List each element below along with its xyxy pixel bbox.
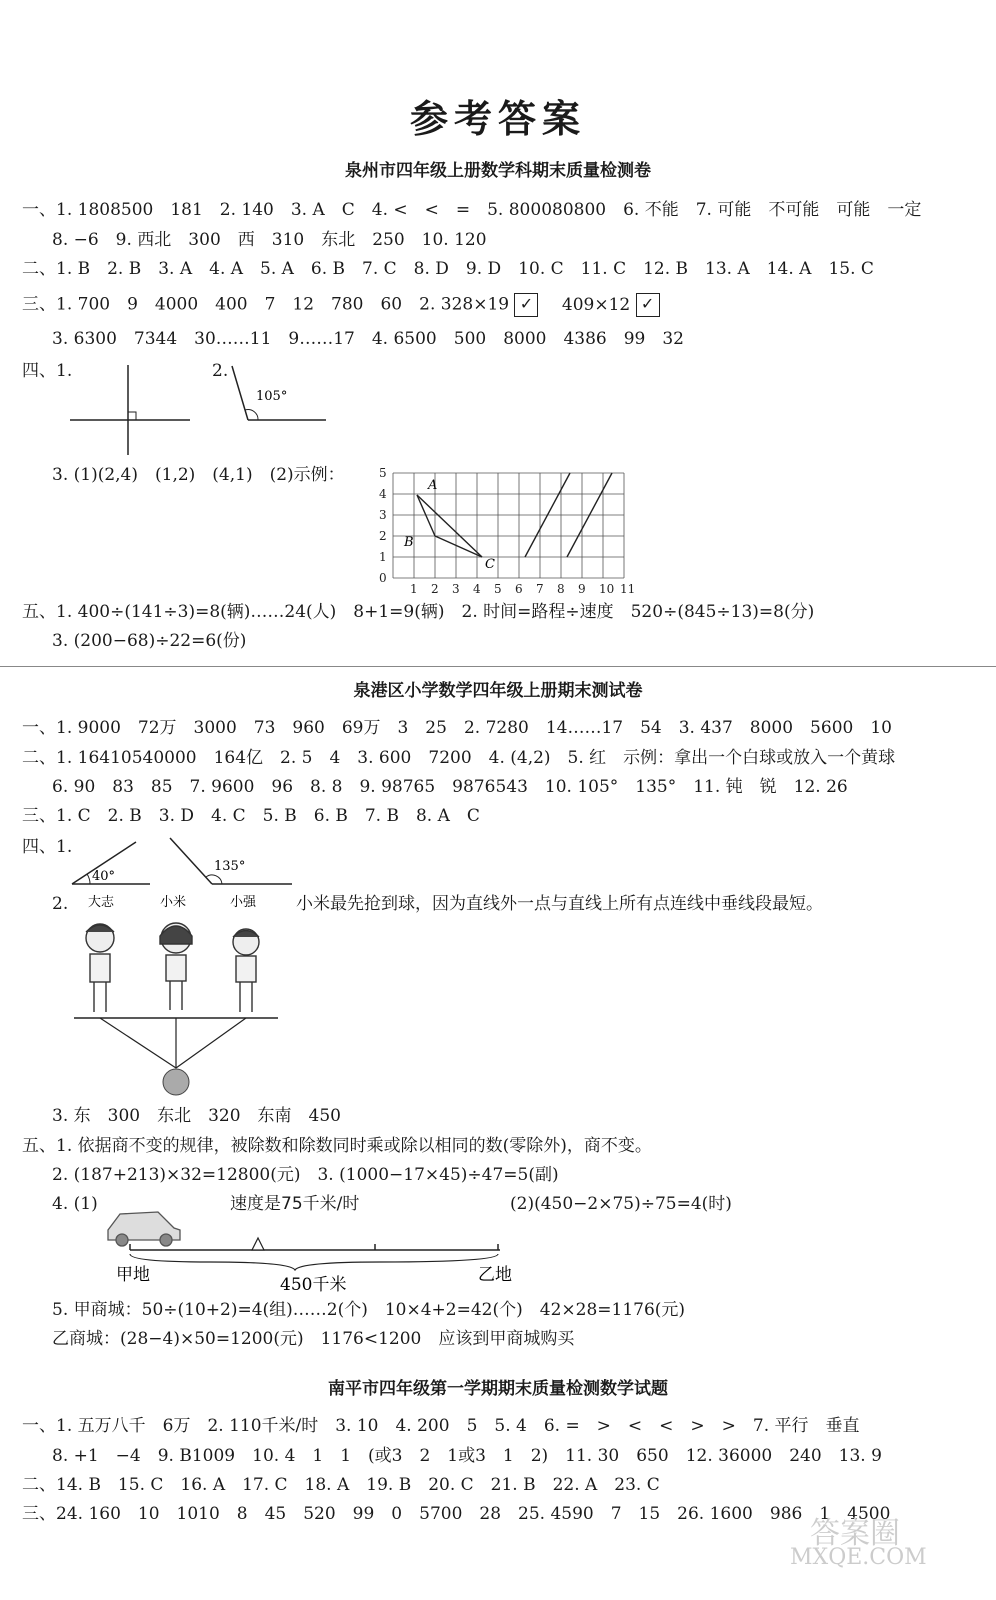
answer-line: 一、1. 9000 72万 3000 73 960 69万 3 25 2. 7280 14……17 54 3. 437 8000 5600 10 — [22, 718, 892, 738]
answer-line: 速度是75千米/时 — [230, 1194, 360, 1214]
answer-line: 一、1. 五万八千 6万 2. 110千米/时 3. 10 4. 200 5 5. 4 6. = > < < > > 7. 平行 垂直 — [22, 1416, 860, 1436]
answer-line: (2)(450−2×75)÷75=4(时) — [510, 1194, 732, 1214]
answer-line: 二、1. B 2. B 3. A 4. A 5. A 6. B 7. C 8. D 9. D 10. C 11. C 12. B 13. A 14. A 15. C — [22, 259, 874, 279]
kid-icon — [86, 923, 259, 1012]
answer-line: 2. — [52, 894, 69, 914]
car-icon — [108, 1212, 180, 1246]
point-b-label: B — [404, 535, 414, 550]
check-box: ✓ — [514, 293, 538, 317]
y-tick-label: 1 — [379, 550, 387, 564]
answer-line: 乙商城：(28−4)×50=1200(元) 1176<1200 应该到甲商城购买 — [52, 1329, 575, 1349]
answer-line: 四、1. — [22, 837, 73, 857]
answer-line: 2. — [212, 361, 229, 381]
answer-line: 五、1. 依据商不变的规律，被除数和除数同时乘或除以相同的数(零除外)，商不变。 — [22, 1136, 652, 1156]
answer-line: 2. (187+213)×32=12800(元) 3. (1000−17×45)÷47=5(副) — [52, 1165, 559, 1185]
road-start-label: 甲地 — [116, 1265, 150, 1285]
section-heading-1: 泉州市四年级上册数学科期末质量检测卷 — [345, 161, 651, 181]
perpendicular-figure — [60, 360, 200, 460]
answer-line: 二、1. 16410540000 164亿 2. 5 4 3. 600 7200 4. (4,2) 5. 红 示例：拿出一个白球或放入一个黄球 — [22, 748, 896, 768]
answer-line: 一、1. 1808500 181 2. 140 3. A C 4. < < = 5. 800080800 6. 不能 7. 可能 不可能 可能 一定 — [22, 200, 922, 220]
answer-line: 3. (200−68)÷22=6(份) — [52, 631, 247, 651]
answer-line: 4. (1) — [52, 1194, 98, 1214]
answer-text: 409×12 — [561, 294, 631, 315]
x-tick-label: 4 — [473, 582, 481, 596]
x-tick-label: 1 — [410, 582, 418, 596]
coordinate-grid — [370, 466, 640, 596]
answer-line: 四、1. — [22, 361, 73, 381]
x-tick-label: 9 — [578, 582, 586, 596]
road-figure — [100, 1200, 512, 1295]
answer-line — [22, 293, 660, 317]
angle-figures — [66, 834, 296, 890]
angle-105-figure — [226, 364, 336, 429]
road-end-label: 乙地 — [478, 1265, 512, 1285]
road-distance-label: 450千米 — [280, 1275, 347, 1295]
x-tick-label: 5 — [494, 582, 502, 596]
section-divider — [0, 666, 996, 667]
ball-icon — [163, 1069, 189, 1095]
answer-line: 五、1. 400÷(141÷3)=8(辆)……24(人) 8+1=9(辆) 2. 时间=路程÷速度 520÷(845÷13)=8(分) — [22, 602, 815, 622]
check-box: ✓ — [636, 293, 660, 317]
answer-line: 3. 东 300 东北 320 东南 450 — [52, 1106, 341, 1126]
section-heading-3: 南平市四年级第一学期期末质量检测数学试题 — [328, 1379, 668, 1399]
x-tick-label: 10 — [599, 582, 615, 596]
answer-line: 三、24. 160 10 1010 8 45 520 99 0 5700 28 25. 4590 7 15 26. 1600 986 1 4500 — [22, 1504, 891, 1524]
y-tick-label: 4 — [379, 487, 387, 501]
triangle-marker — [252, 1238, 264, 1250]
answer-line: 3. (1)(2,4) (1,2) (4,1) (2)示例： — [52, 465, 345, 485]
y-tick-label: 5 — [379, 466, 387, 480]
watermark: MXQE.COM — [790, 1545, 927, 1570]
answer-line: 5. 甲商城：50÷(10+2)=4(组)……2(个) 10×4+2=42(个) 42×28=1176(元) — [52, 1300, 686, 1320]
page-title: 参考答案 — [409, 96, 586, 141]
point-c-label: C — [485, 557, 495, 572]
kid-label: 小强 — [230, 895, 257, 910]
y-tick-label: 0 — [379, 571, 387, 585]
kid-label: 大志 — [88, 895, 115, 910]
x-tick-label: 3 — [452, 582, 460, 596]
angle-label: 105° — [256, 389, 288, 404]
watermark: 答案圈 — [810, 1516, 900, 1551]
x-tick-label: 6 — [515, 582, 523, 596]
answer-line: 6. 90 83 85 7. 9600 96 8. 8 9. 98765 9876543 10. 105° 135° 11. 钝 锐 12. 26 — [52, 777, 848, 797]
x-tick-label: 8 — [557, 582, 565, 596]
answer-line: 二、14. B 15. C 16. A 17. C 18. A 19. B 20. C 21. B 22. A 23. C — [22, 1475, 660, 1495]
angle-label: 135° — [214, 859, 246, 874]
x-tick-label: 7 — [536, 582, 544, 596]
kid-label: 小米 — [160, 895, 187, 910]
y-tick-label: 3 — [379, 508, 387, 522]
answer-line: 8. +1 −4 9. B1009 10. 4 1 1 (或3 2 1或3 1 2) 11. 30 650 12. 36000 240 13. 9 — [52, 1446, 882, 1466]
answer-line: 三、1. C 2. B 3. D 4. C 5. B 6. B 7. B 8. A C — [22, 806, 480, 826]
answer-line: 8. −6 9. 西北 300 西 310 东北 250 10. 120 — [52, 230, 487, 250]
answer-text: 三、1. 700 9 4000 400 7 12 780 60 2. 328×19 — [22, 294, 510, 315]
angle-label: 40° — [92, 869, 116, 884]
section-heading-2: 泉港区小学数学四年级上册期末测试卷 — [353, 681, 643, 701]
answer-line: 小米最先抢到球，因为直线外一点与直线上所有点连线中垂线段最短。 — [296, 894, 823, 914]
kids-figure — [70, 892, 285, 1097]
y-tick-label: 2 — [379, 529, 387, 543]
x-tick-label: 11 — [620, 582, 636, 596]
answer-line: 3. 6300 7344 30……11 9……17 4. 6500 500 8000 4386 99 32 — [52, 329, 684, 349]
point-a-label: A — [428, 478, 438, 493]
x-tick-label: 2 — [431, 582, 439, 596]
